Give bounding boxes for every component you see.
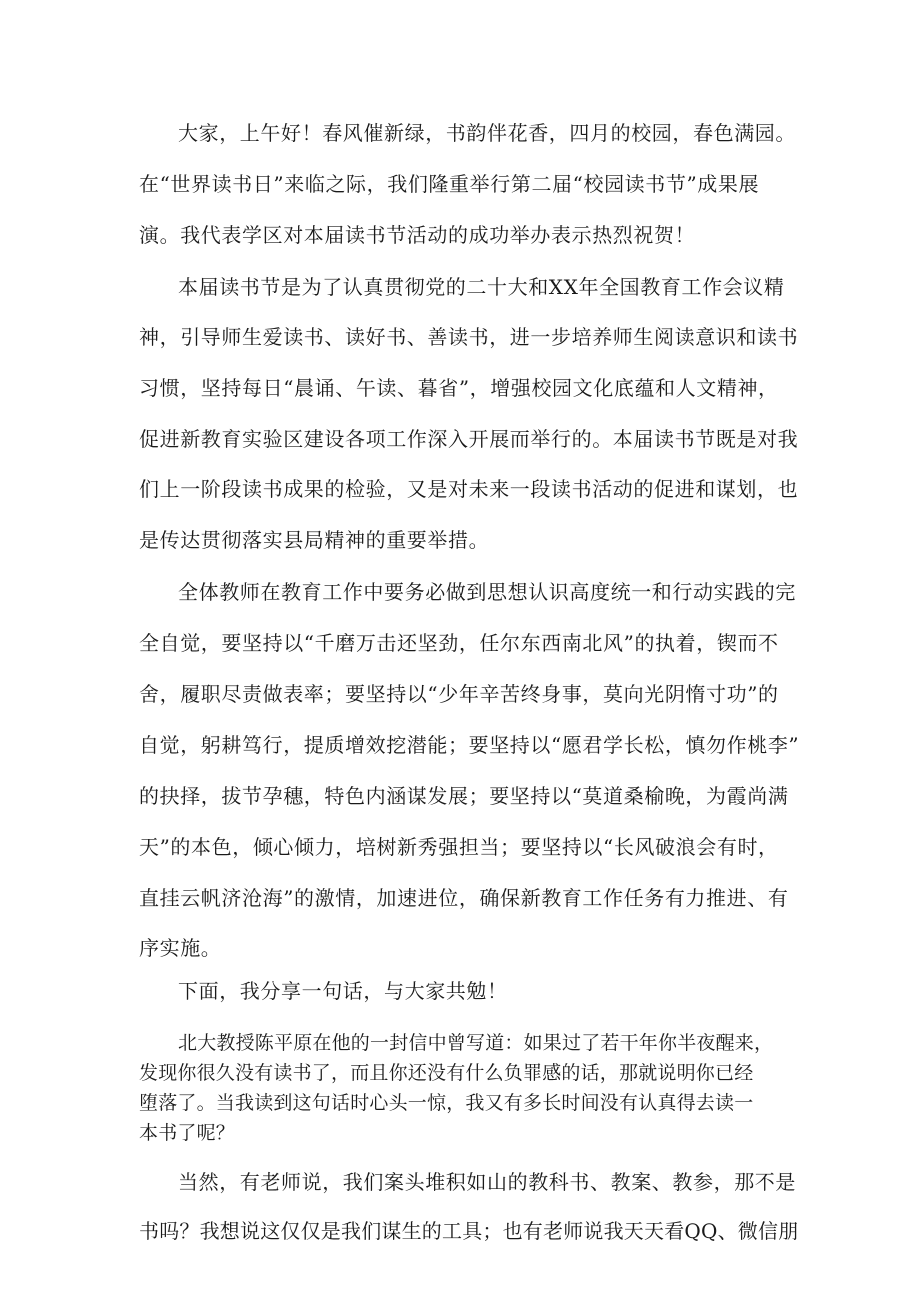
text-line: 天”的本色，倾心倾力，培树新秀强担当；要坚持以“长风破浪会有时， — [139, 835, 779, 859]
text-line: 演。我代表学区对本届读书节活动的成功举办表示热烈祝贺！ — [139, 223, 696, 247]
text-line: 是传达贯彻落实县局精神的重要举措。 — [139, 528, 490, 552]
text-line: 堕落了。当我读到这句话时心头一惊，我又有多长时间没有认真得去读一 — [139, 1092, 754, 1114]
text-line: 神，引导师生爱读书、读好书、善读书，进一步培养师生阅读意识和读书 — [139, 325, 799, 349]
text-line: 自觉，躬耕笃行，提质增效挖潜能；要坚持以“愿君学长松，慎勿作桃李” — [139, 733, 800, 757]
text-line: 发现你很久没有读书了，而且你还没有什么负罪感的话，那就说明你已经 — [139, 1062, 754, 1084]
text-line: 全体教师在教育工作中要务必做到思想认识高度统一和行动实践的完 — [178, 580, 796, 604]
text-line: 本书了呢？ — [139, 1122, 236, 1144]
text-line: 们上一阶段读书成果的检验，又是对未来一段读书活动的促进和谋划，也 — [139, 477, 799, 501]
text-line: 全自觉，要坚持以“千磨万击还坚劲，任尔东西南北风”的执着，锲而不 — [139, 631, 779, 655]
text-line: 北大教授陈平原在他的一封信中曾写道：如果过了若干年你半夜醒来， — [178, 1032, 774, 1054]
text-line: 下面，我分享一句话，与大家共勉！ — [178, 979, 508, 1003]
text-line: 大家，上午好！春风催新绿，书韵伴花香，四月的校园，春色满园。 — [178, 121, 796, 145]
text-line: 直挂云帆济沧海”的激情，加速进位，确保新教育工作任务有力推进、有 — [139, 886, 789, 910]
text-line: 当然，有老师说，我们案头堆积如山的教科书、教案、教参，那不是 — [178, 1170, 796, 1194]
text-line: 本届读书节是为了认真贯彻党的二十大和XX年全国教育工作会议精 — [178, 275, 785, 299]
text-line: 习惯，坚持每日“晨诵、午读、暮省”，增强校园文化底蕴和人文精神， — [139, 376, 779, 400]
text-line: 舍，履职尽责做表率；要坚持以“少年辛苦终身事，莫向光阴惰寸功”的 — [139, 682, 779, 706]
text-line: 在“世界读书日”来临之际，我们隆重举行第二届“校园读书节”成果展 — [139, 172, 760, 196]
text-line: 书吗？我想说这仅仅是我们谋生的工具；也有老师说我天天看QQ、微信朋 — [139, 1219, 799, 1243]
text-line: 的抉择，拔节孕穗，特色内涵谋发展；要坚持以“莫道桑榆晚，为霞尚满 — [139, 784, 789, 808]
text-line: 序实施。 — [139, 936, 222, 960]
text-line: 促进新教育实验区建设各项工作深入开展而举行的。本届读书节既是对我 — [139, 427, 799, 451]
